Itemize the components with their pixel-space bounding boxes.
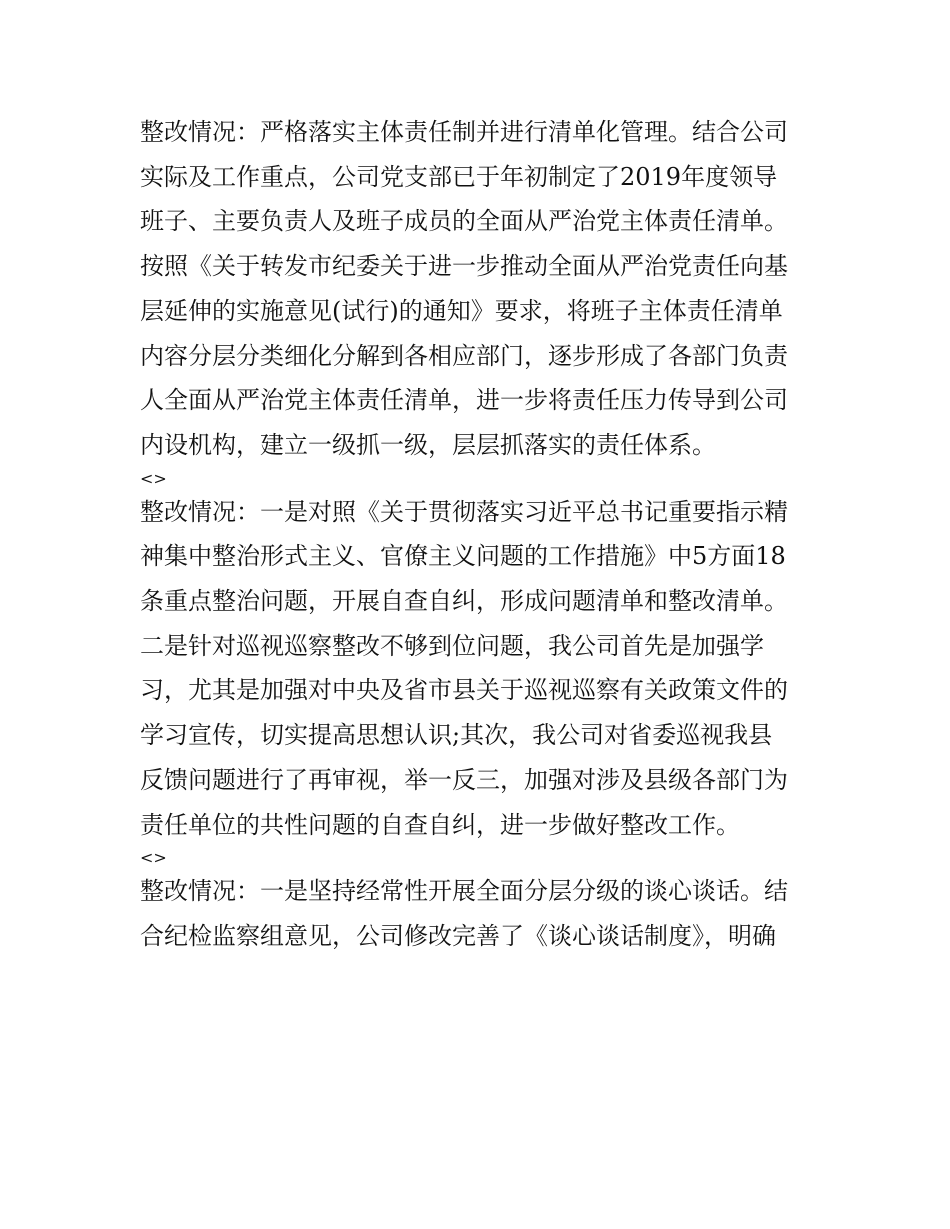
- text-line: 反馈问题进行了再审视，举一反三，加强对涉及县级各部门为: [140, 765, 788, 794]
- text-line: 整改情况：严格落实主体责任制并进行清单化管理。结合公司: [140, 118, 788, 146]
- separator-2: <>: [140, 848, 167, 868]
- text-line: 班子、主要负责人及班子成员的全面从严治党主体责任清单。: [140, 207, 788, 236]
- paragraph-2: [140, 490, 820, 848]
- text-line: 责任单位的共性问题的自查自纠，进一步做好整改工作。: [140, 810, 740, 839]
- text-line: 按照《关于转发市纪委关于进一步推动全面从严治党责任向基: [140, 252, 788, 281]
- text-line: 整改情况：一是对照《关于贯彻落实习近平总书记重要指示精: [140, 497, 788, 526]
- text-line: 内容分层分类细化分解到各相应部门，逐步形成了各部门负责: [140, 341, 788, 370]
- text-line: 实际及工作重点，公司党支部已于年初制定了2019年度领导: [140, 162, 778, 191]
- text-line: 学习宣传，切实提高思想认识;其次，我公司对省委巡视我县: [140, 721, 773, 750]
- paragraph-1: [140, 110, 820, 468]
- text-line: 合纪检监察组意见，公司修改完善了《谈心谈话制度》，明确: [140, 921, 776, 950]
- text-line: 条重点整治问题，开展自查自纠，形成问题清单和整改清单。: [140, 587, 788, 616]
- paragraph-3: [140, 869, 820, 958]
- separator-1: <>: [140, 468, 167, 488]
- text-line: 内设机构，建立一级抓一级，层层抓落实的责任体系。: [140, 430, 716, 459]
- text-line: 整改情况：一是坚持经常性开展全面分层分级的谈心谈话。结: [140, 877, 788, 906]
- document-page: [140, 110, 820, 959]
- text-line: 习，尤其是加强对中央及省市县关于巡视巡察有关政策文件的: [140, 676, 788, 705]
- text-line: 神集中整治形式主义、官僚主义问题的工作措施》中5方面18: [140, 542, 786, 571]
- text-line: 人全面从严治党主体责任清单，进一步将责任压力传导到公司: [140, 386, 788, 415]
- text-line: 层延伸的实施意见(试行)的通知》要求，将班子主体责任清单: [140, 296, 783, 325]
- text-line: 二是针对巡视巡察整改不够到位问题，我公司首先是加强学: [140, 631, 764, 660]
